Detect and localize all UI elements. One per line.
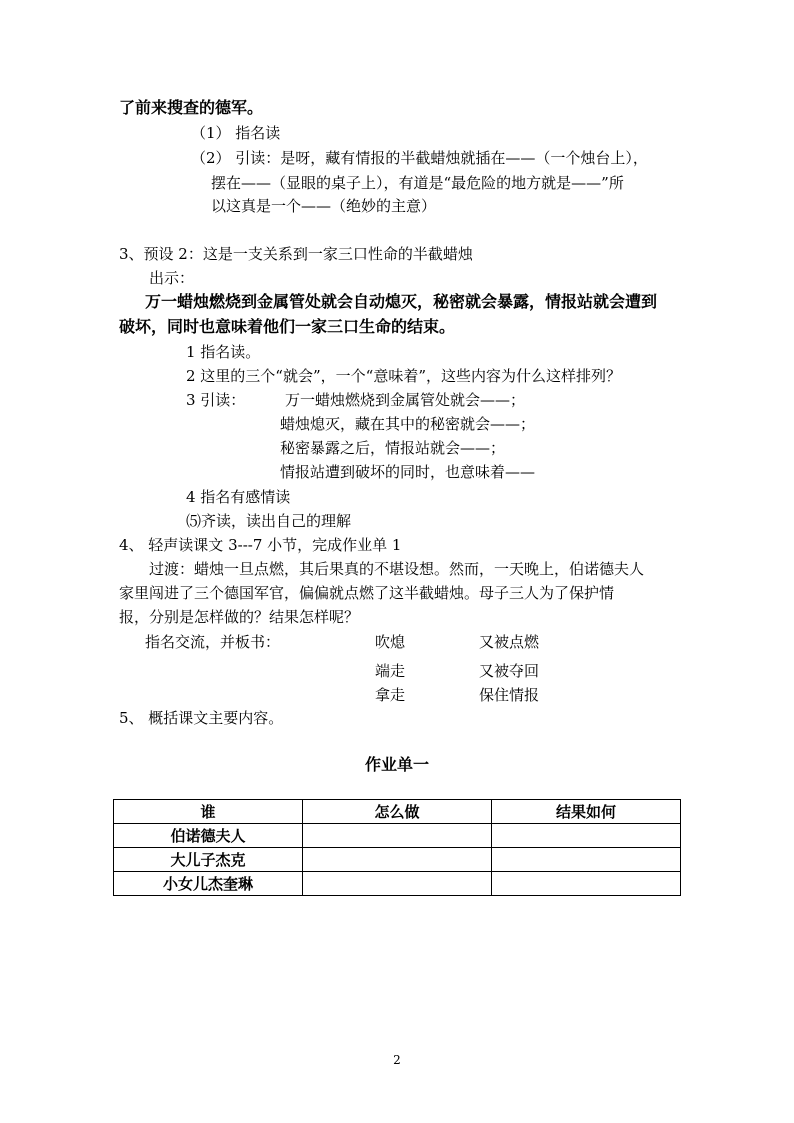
board-result-2: 又被夺回 xyxy=(479,662,540,680)
worksheet-cell-result xyxy=(492,824,681,848)
worksheet-cell-how xyxy=(303,824,492,848)
worksheet-cell-how xyxy=(303,848,492,872)
worksheet-header-who: 谁 xyxy=(114,800,303,824)
section3-bold-line-1: 万一蜡烛燃烧到金属管处就会自动熄灭，秘密就会暴露，情报站就会遭到 xyxy=(145,292,658,311)
board-result-3: 保住情报 xyxy=(479,686,540,704)
section3-show-label: 出示： xyxy=(149,269,195,287)
intro-item-2-cont-2: 以这真是一个——（绝妙的主意） xyxy=(211,197,437,215)
table-row xyxy=(114,848,681,872)
section3-item-4: 4 指名有感情读 xyxy=(186,488,291,506)
worksheet-row-who: 小女儿杰奎琳 xyxy=(114,872,303,896)
intro-item-2-cont-1: 摆在——（显眼的桌子上），有道是“最危险的地方就是——”所 xyxy=(211,174,624,192)
table-row xyxy=(114,824,681,848)
board-action-2: 端走 xyxy=(375,662,406,680)
worksheet-header-row xyxy=(114,800,681,824)
worksheet-cell-result xyxy=(492,872,681,896)
section3-item-5: ⑸齐读，读出自己的理解 xyxy=(186,512,352,530)
board-action-3: 拿走 xyxy=(375,686,406,704)
page-number: 2 xyxy=(393,1053,401,1067)
section3-item-3-line-2: 蜡烛熄灭，藏在其中的秘密就会——； xyxy=(280,415,536,433)
worksheet-cell-result xyxy=(492,848,681,872)
section4-transition-2: 家里闯进了三个德国军官，偏偏就点燃了这半截蜡烛。母子三人为了保护情 xyxy=(119,584,615,602)
section3-item-3-line-4: 情报站遭到破坏的同时，也意味着—— xyxy=(280,463,536,481)
section3-item-1: 1 指名读。 xyxy=(186,343,261,361)
worksheet-header-result: 结果如何 xyxy=(492,800,681,824)
table-row xyxy=(114,872,681,896)
worksheet-header-how: 怎么做 xyxy=(303,800,492,824)
section3-item-3-line-1: 万一蜡烛燃烧到金属管处就会——； xyxy=(285,391,526,409)
board-action-1: 吹熄 xyxy=(375,633,406,651)
section3-bold-line-2: 破坏，同时也意味着他们一家三口生命的结束。 xyxy=(119,317,456,336)
intro-item-1: （1） 指名读 xyxy=(191,124,281,142)
worksheet-title: 作业单一 xyxy=(364,755,429,774)
section3-heading: 3、预设 2：这是一支关系到一家三口性命的半截蜡烛 xyxy=(119,245,473,263)
worksheet-row-who: 大儿子杰克 xyxy=(114,848,303,872)
section4-heading: 4、 轻声读课文 3---7 小节，完成作业单 1 xyxy=(119,536,402,554)
section4-transition-1: 过渡：蜡烛一旦点燃，其后果真的不堪设想。然而，一天晚上，伯诺德夫人 xyxy=(149,560,645,578)
worksheet-table xyxy=(113,799,681,896)
section5-heading: 5、 概括课文主要内容。 xyxy=(119,709,284,727)
section3-item-2: 2 这里的三个“就会”，一个“意味着”，这些内容为什么这样排列？ xyxy=(186,367,621,385)
section3-item-3-label: 3 引读： xyxy=(186,391,246,409)
section3-item-3-line-3: 秘密暴露之后，情报站就会——； xyxy=(280,439,506,457)
board-label: 指名交流，并板书： xyxy=(145,633,281,651)
worksheet-cell-how xyxy=(303,872,492,896)
intro-item-2: （2） 引读：是呀，藏有情报的半截蜡烛就插在——（一个烛台上）， xyxy=(191,149,648,167)
board-result-1: 又被点燃 xyxy=(479,633,540,651)
worksheet-row-who: 伯诺德夫人 xyxy=(114,824,303,848)
intro-line: 了前来搜查的德军。 xyxy=(119,98,264,117)
section4-transition-3: 报，分别是怎样做的？结果怎样呢？ xyxy=(119,608,360,626)
